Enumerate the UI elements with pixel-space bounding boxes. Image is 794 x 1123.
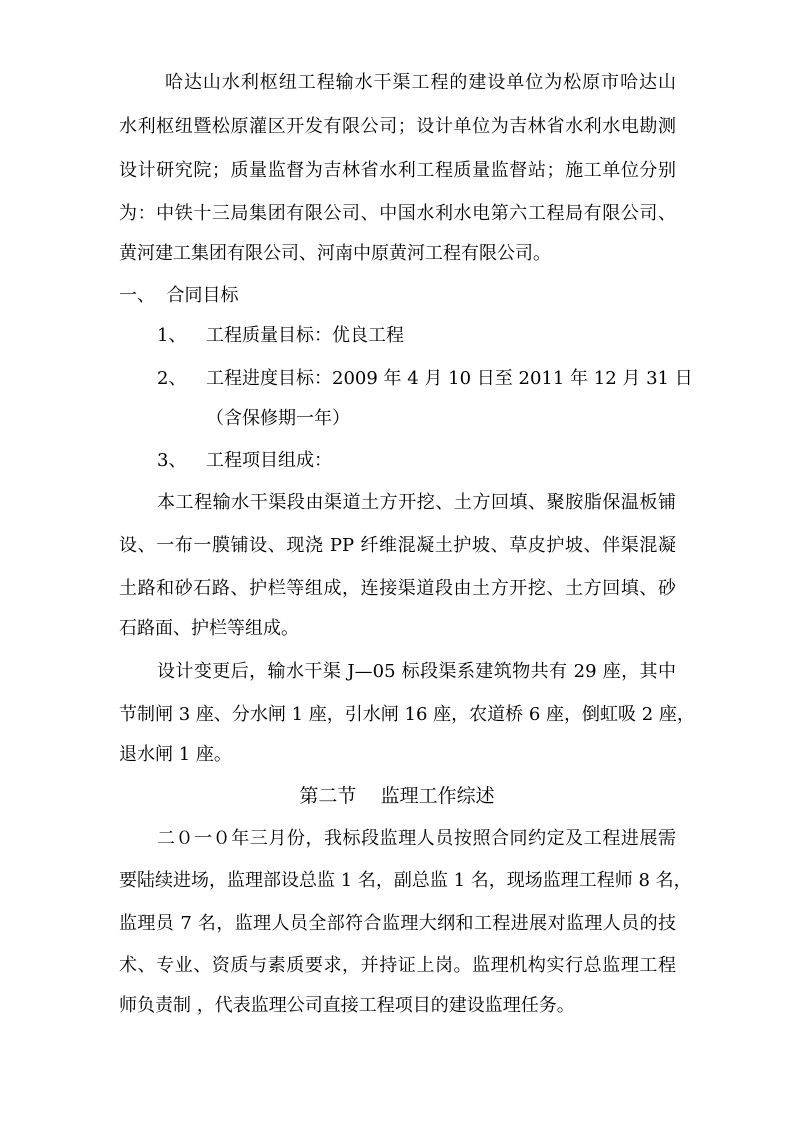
composition-line-3: 土路和砂石路、护栏等组成，连接渠道段由土方开挖、土方回填、砂 xyxy=(119,578,676,599)
section2-line-2: 要陆续进场，监理部设总监 1 名，副总监 1 名，现场监理工程师 8 名， xyxy=(119,870,692,891)
change-line-1: 设计变更后，输水干渠 J—05 标段渠系建筑物共有 29 座，其中 xyxy=(157,661,676,682)
composition-line-4: 石路面、护栏等组成。 xyxy=(119,618,299,639)
composition-line-1: 本工程输水干渠段由渠道土方开挖、土方回填、聚胺脂保温板铺 xyxy=(157,492,676,513)
item-text-2: 工程进度目标：2009 年 4 月 10 日至 2011 年 12 月 31 日 xyxy=(206,368,693,389)
intro-line-1: 哈达山水利枢纽工程输水干渠工程的建设单位为松原市哈达山 xyxy=(165,72,676,93)
intro-line-3: 设计研究院；质量监督为吉林省水利工程质量监督站；施工单位分别 xyxy=(119,160,676,181)
item-number-1: 1、 xyxy=(157,325,187,346)
item-number-3: 3、 xyxy=(157,450,187,471)
section2-line-3: 监理员 7 名，监理人员全部符合监理大纲和工程进展对监理人员的技 xyxy=(119,913,676,934)
intro-line-2: 水利枢纽暨松原灌区开发有限公司；设计单位为吉林省水利水电勘测 xyxy=(119,116,676,137)
item-text-3: 工程项目组成： xyxy=(206,450,332,471)
section2-line-4: 术、专业、资质与素质要求，并持证上岗。监理机构实行总监理工程 xyxy=(119,955,676,976)
change-line-3: 退水闸 1 座。 xyxy=(119,744,232,765)
intro-line-5: 黄河建工集团有限公司、河南中原黄河工程有限公司。 xyxy=(119,243,551,264)
section2-line-5: 师负责制 ，代表监理公司直接工程项目的建设监理任务。 xyxy=(119,995,575,1016)
change-line-2: 节制闸 3 座、分水闸 1 座，引水闸 16 座，农道桥 6 座，倒虹吸 2 座， xyxy=(119,704,695,725)
composition-line-2: 设、一布一膜铺设、现浇 PP 纤维混凝土护坡、草皮护坡、伴渠混凝 xyxy=(119,535,676,556)
item-number-2: 2、 xyxy=(157,368,187,389)
item-text-1: 工程质量目标：优良工程 xyxy=(206,325,404,346)
intro-line-4: 为：中铁十三局集团有限公司、中国水利水电第六工程局有限公司、 xyxy=(119,203,676,224)
section2-line-1: 二０一０年三月份，我标段监理人员按照合同约定及工程进展需 xyxy=(157,828,676,849)
item-text-2-continued: （含保修期一年） xyxy=(206,408,350,429)
section-title-supervision-summary: 第二节 监理工作综述 xyxy=(299,785,495,807)
heading-contract-goals: 一、 合同目标 xyxy=(119,285,239,306)
